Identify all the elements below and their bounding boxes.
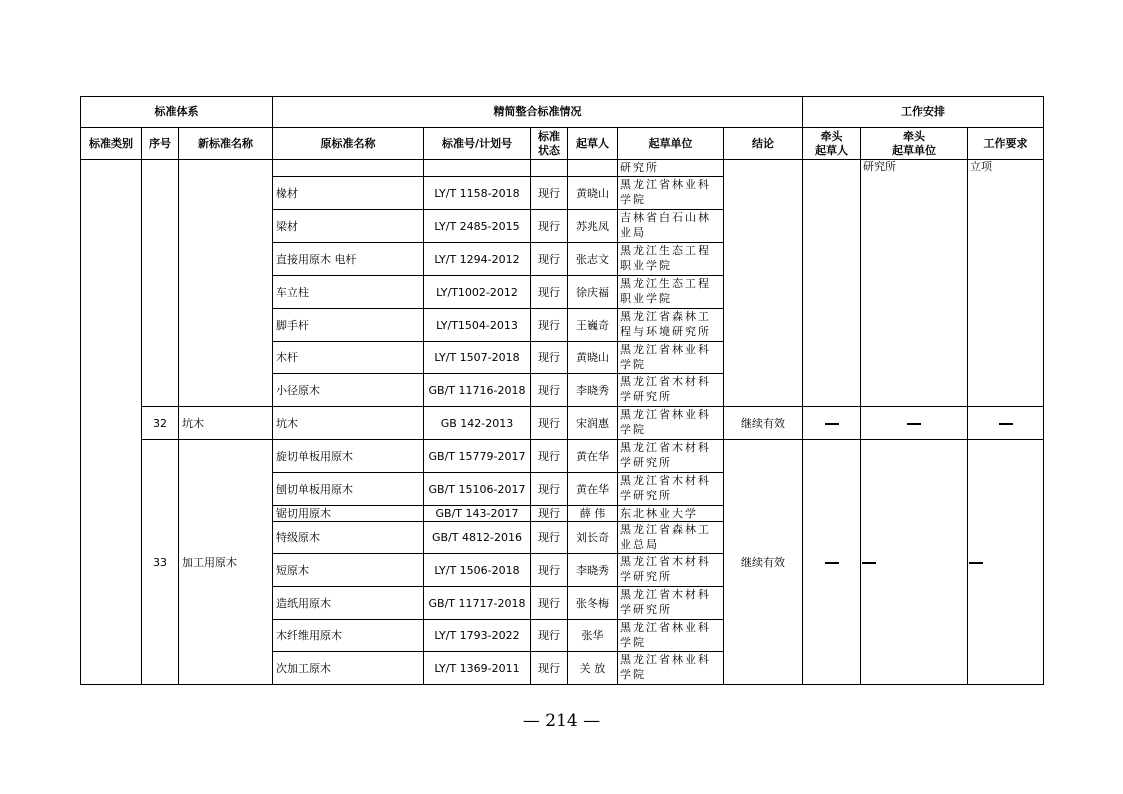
col-header-category: 标准类别 <box>81 128 142 160</box>
group-header-work: 工作安排 <box>803 97 1044 128</box>
std-no-cell: LY/T 1506-2018 <box>424 554 531 587</box>
requirement-cell <box>968 440 1044 685</box>
drafter-cell: 黄晓山 <box>568 342 618 374</box>
status-cell: 现行 <box>531 506 568 522</box>
col-header-lead-unit: 牵头 起草单位 <box>861 128 968 160</box>
status-cell: 现行 <box>531 177 568 210</box>
page-number <box>0 711 1123 731</box>
status-cell: 现行 <box>531 243 568 276</box>
lead-unit-cell <box>861 407 968 440</box>
col-header-drafter: 起草人 <box>568 128 618 160</box>
std-no-cell: GB 142-2013 <box>424 407 531 440</box>
col-header-new-name: 新标准名称 <box>179 128 273 160</box>
status-cell: 现行 <box>531 309 568 342</box>
status-cell: 现行 <box>531 587 568 620</box>
drafter-cell: 黄晓山 <box>568 177 618 210</box>
status-cell: 现行 <box>531 210 568 243</box>
std-no-cell: LY/T 1369-2011 <box>424 652 531 685</box>
orig-name-cell: 直接用原木 电杆 <box>273 243 424 276</box>
std-no-cell: LY/T1504-2013 <box>424 309 531 342</box>
drafter-cell: 薛 伟 <box>568 506 618 522</box>
unit-cell: 黑龙江省林业科学院 <box>618 342 724 374</box>
drafter-cell: 李晓秀 <box>568 554 618 587</box>
drafter-cell: 黄在华 <box>568 473 618 506</box>
conclusion-cell: 继续有效 <box>724 407 803 440</box>
dash-mark <box>825 562 839 564</box>
status-cell: 现行 <box>531 473 568 506</box>
status-cell: 现行 <box>531 276 568 309</box>
status-cell: 现行 <box>531 620 568 652</box>
std-no-cell: GB/T 11716-2018 <box>424 374 531 407</box>
std-no-cell: GB/T 4812-2016 <box>424 522 531 554</box>
std-no-cell: LY/T 2485-2015 <box>424 210 531 243</box>
orig-name-cell: 梁材 <box>273 210 424 243</box>
status-cell: 现行 <box>531 374 568 407</box>
col-header-no: 序号 <box>142 128 179 160</box>
new-name-cell-continued <box>179 160 273 407</box>
col-header-status: 标准 状态 <box>531 128 568 160</box>
dash-mark <box>999 423 1013 425</box>
drafter-cell: 关 放 <box>568 652 618 685</box>
std-no-cell: LY/T 1294-2012 <box>424 243 531 276</box>
no-cell-continued <box>142 160 179 407</box>
orig-name-cell: 次加工原木 <box>273 652 424 685</box>
unit-cell: 黑龙江省木材科学研究所 <box>618 374 724 407</box>
conclusion-cell: 继续有效 <box>724 440 803 685</box>
lead-drafter-cell <box>803 440 861 685</box>
conclusion-cell-continued <box>724 160 803 407</box>
col-header-conclusion: 结论 <box>724 128 803 160</box>
dash-mark <box>862 562 876 564</box>
status-cell: 现行 <box>531 342 568 374</box>
lead-unit-cell-continued: 研究所 <box>861 160 968 407</box>
status-cell: 现行 <box>531 554 568 587</box>
no-cell: 33 <box>142 440 179 685</box>
unit-cell: 黑龙江省林业科学院 <box>618 620 724 652</box>
unit-cell: 黑龙江生态工程职业学院 <box>618 243 724 276</box>
dash-mark <box>907 423 921 425</box>
orig-name-cell: 刨切单板用原木 <box>273 473 424 506</box>
unit-cell: 黑龙江省林业科学院 <box>618 652 724 685</box>
orig-name-cell: 车立柱 <box>273 276 424 309</box>
std-no-cell: GB/T 15779-2017 <box>424 440 531 473</box>
drafter-cell: 黄在华 <box>568 440 618 473</box>
unit-cell: 黑龙江省木材科学研究所 <box>618 440 724 473</box>
lead-drafter-cell-continued <box>803 160 861 407</box>
unit-cell: 黑龙江省林业科学院 <box>618 407 724 440</box>
orig-name-cell <box>273 160 424 177</box>
unit-cell: 黑龙江省森林工程与环境研究所 <box>618 309 724 342</box>
orig-name-cell: 锯切用原木 <box>273 506 424 522</box>
dash-mark <box>969 562 983 564</box>
unit-cell: 黑龙江省森林工业总局 <box>618 522 724 554</box>
group-header-system: 标准体系 <box>81 97 273 128</box>
drafter-cell: 刘长奇 <box>568 522 618 554</box>
orig-name-cell: 特级原木 <box>273 522 424 554</box>
unit-cell: 黑龙江生态工程职业学院 <box>618 276 724 309</box>
unit-cell: 黑龙江省木材科学研究所 <box>618 473 724 506</box>
lead-unit-cell <box>861 440 968 685</box>
requirement-cell <box>968 407 1044 440</box>
orig-name-cell: 造纸用原木 <box>273 587 424 620</box>
unit-cell: 吉林省白石山林业局 <box>618 210 724 243</box>
orig-name-cell: 木杆 <box>273 342 424 374</box>
std-no-cell: LY/T 1793-2022 <box>424 620 531 652</box>
col-header-requirement: 工作要求 <box>968 128 1044 160</box>
status-cell: 现行 <box>531 440 568 473</box>
requirement-cell-continued: 立项 <box>968 160 1044 407</box>
drafter-cell: 张志文 <box>568 243 618 276</box>
std-no-cell: LY/T1002-2012 <box>424 276 531 309</box>
page-number-value: 214 <box>545 711 578 731</box>
drafter-cell: 徐庆福 <box>568 276 618 309</box>
orig-name-cell: 木纤维用原木 <box>273 620 424 652</box>
group-header-situation: 精简整合标准情况 <box>273 97 803 128</box>
orig-name-cell: 脚手杆 <box>273 309 424 342</box>
drafter-cell: 李晓秀 <box>568 374 618 407</box>
std-no-cell <box>424 160 531 177</box>
drafter-cell: 苏兆凤 <box>568 210 618 243</box>
unit-cell: 东北林业大学 <box>618 506 724 522</box>
orig-name-cell: 小径原木 <box>273 374 424 407</box>
status-cell: 现行 <box>531 652 568 685</box>
drafter-cell <box>568 160 618 177</box>
col-header-orig-name: 原标准名称 <box>273 128 424 160</box>
page-number-dash-right: — <box>577 711 601 731</box>
dash-mark <box>825 423 839 425</box>
std-no-cell: LY/T 1507-2018 <box>424 342 531 374</box>
drafter-cell: 宋润惠 <box>568 407 618 440</box>
status-cell: 现行 <box>531 407 568 440</box>
orig-name-cell: 短原木 <box>273 554 424 587</box>
standards-table <box>80 96 1044 685</box>
std-no-cell: GB/T 11717-2018 <box>424 587 531 620</box>
no-cell: 32 <box>142 407 179 440</box>
page-number-dash-left: — <box>522 711 546 731</box>
category-cell <box>81 160 142 685</box>
std-no-cell: LY/T 1158-2018 <box>424 177 531 210</box>
col-header-lead-drafter: 牵头 起草人 <box>803 128 861 160</box>
status-cell <box>531 160 568 177</box>
orig-name-cell: 坑木 <box>273 407 424 440</box>
orig-name-cell: 椽材 <box>273 177 424 210</box>
unit-cell: 黑龙江省木材科学研究所 <box>618 587 724 620</box>
drafter-cell: 张冬梅 <box>568 587 618 620</box>
orig-name-cell: 旋切单板用原木 <box>273 440 424 473</box>
lead-drafter-cell <box>803 407 861 440</box>
drafter-cell: 张华 <box>568 620 618 652</box>
status-cell: 现行 <box>531 522 568 554</box>
col-header-unit: 起草单位 <box>618 128 724 160</box>
unit-cell: 黑龙江省林业科学院 <box>618 177 724 210</box>
new-name-cell: 加工用原木 <box>179 440 273 685</box>
drafter-cell: 王巍奇 <box>568 309 618 342</box>
unit-cell: 研究所 <box>618 160 724 177</box>
std-no-cell: GB/T 143-2017 <box>424 506 531 522</box>
std-no-cell: GB/T 15106-2017 <box>424 473 531 506</box>
unit-cell: 黑龙江省木材科学研究所 <box>618 554 724 587</box>
new-name-cell: 坑木 <box>179 407 273 440</box>
col-header-std-no: 标准号/计划号 <box>424 128 531 160</box>
